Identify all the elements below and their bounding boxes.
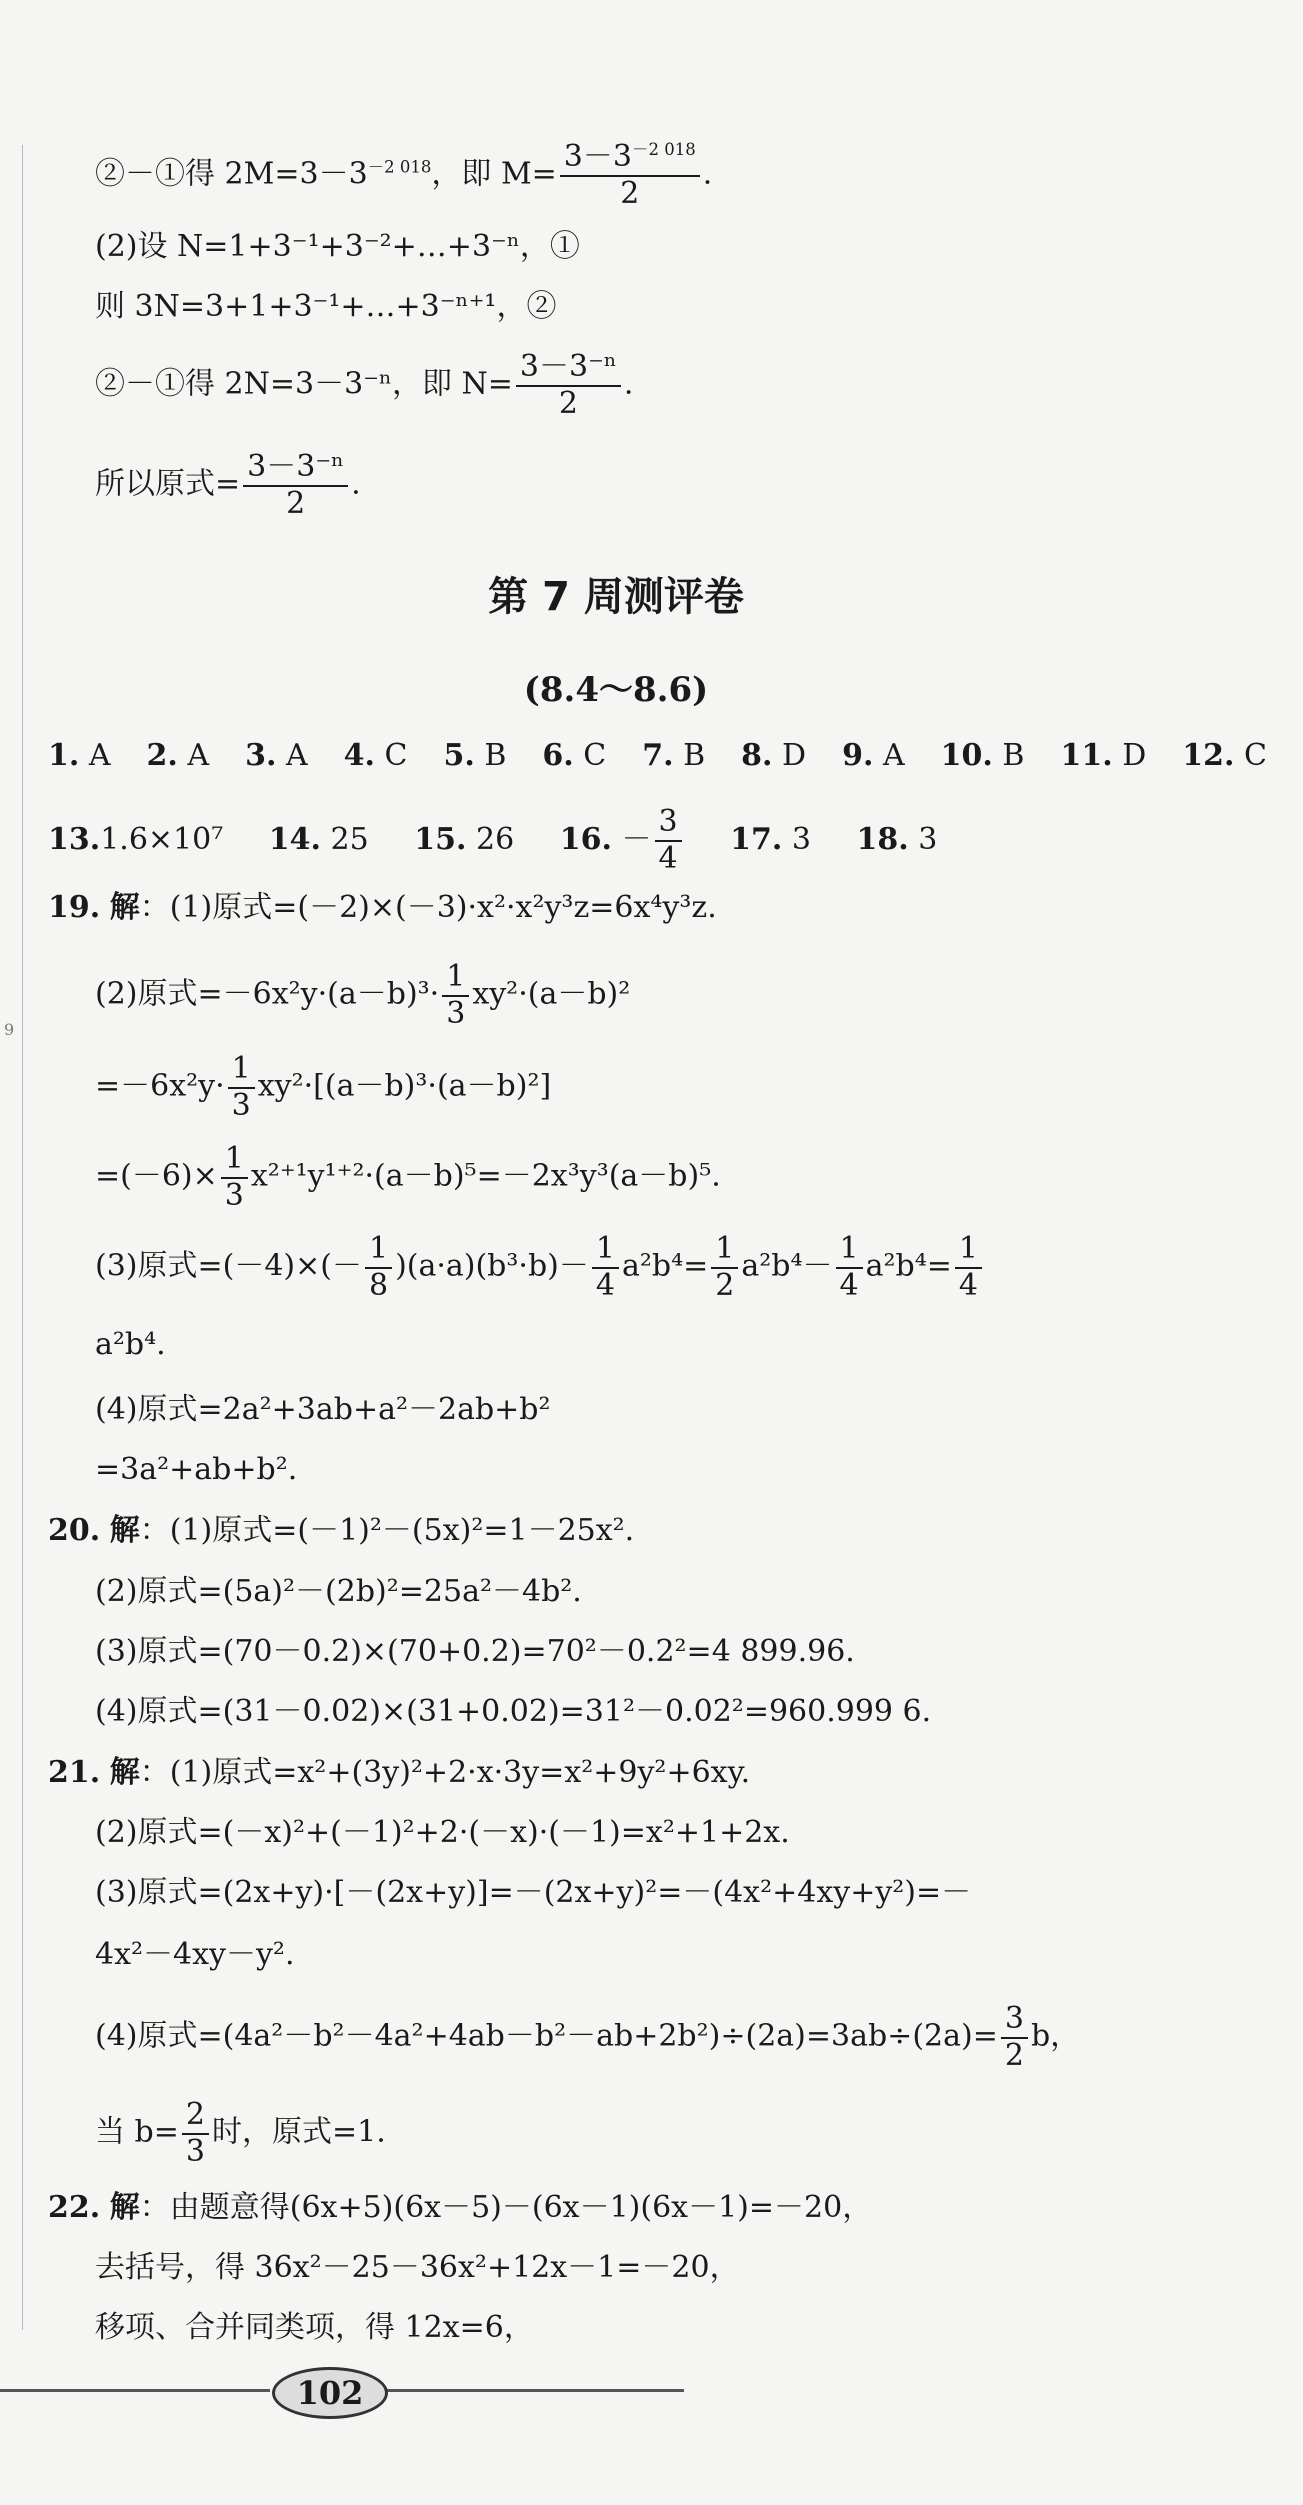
line-2m: ②－①得 $2M=3-3^{-2 018}$，即 M= $\frac{3-3^{-2 018}}{2}$ . — [95, 139, 713, 211]
q22-line-2: 去括号，得 36x²－25－36x²+12x－1=－20， — [95, 2250, 740, 2285]
answer-item: 7. B — [642, 738, 706, 773]
line-3n: 则 3N=3+1+3⁻¹+…+3⁻ⁿ⁺¹，② — [95, 289, 557, 324]
line-2n: ②－①得 2N=3－3⁻ⁿ，即 N= $\frac{\text{3－3⁻ⁿ}}{2}$ . — [95, 349, 634, 421]
page-footer — [0, 2355, 700, 2425]
section-title: 第 7 周测评卷 — [488, 574, 744, 620]
answer-item: 2. A — [146, 738, 210, 773]
left-border-line — [22, 145, 23, 2330]
answers-row-1 — [48, 738, 1303, 773]
answer-item: 9. A — [842, 738, 905, 773]
q21-line-6: 当 b= $\frac{2}{3}$ 时，原式=1. — [95, 2097, 386, 2169]
q21-line-5: (4)原式=(4a²－b²－4a²+4ab－b²－ab+2b²)÷(2a)=3ab÷(2a)= $\frac{3}{2}$ b， — [95, 2001, 1081, 2073]
q19-line-1: 19. 解：(1)原式=(－2)×(－3)·x²·x²y³z=6x⁴y³z. — [48, 890, 717, 925]
q21-line-1: 21. 解：(1)原式=x²+(3y)²+2·x·3y=x²+9y²+6xy. — [48, 1755, 751, 1790]
answer-item: 5. B — [443, 738, 507, 773]
q19-line-2: (2)原式=－6x²y·(a－b)³· $\frac{1}{3}$ xy²·(a－b)² — [95, 959, 631, 1031]
answer-item: 1. A — [48, 738, 111, 773]
page-number: 102 — [272, 2367, 388, 2419]
q19-line-3: =－6x²y· $\frac{1}{3}$ xy²·[(a－b)³·(a－b)²] — [95, 1051, 552, 1123]
answers-row-2: 13.1.6×10⁷ 14. 25 15. 26 16. － $\frac{3}{4}$ 17. 3 18. 3 — [48, 804, 938, 876]
q20-line-3: (3)原式=(70－0.2)×(70+0.2)=70²－0.2²=4 899.96. — [95, 1634, 855, 1669]
answer-item: 4. C — [343, 738, 408, 773]
side-mark: 9 — [4, 1020, 15, 1039]
answer-item: 3. A — [245, 738, 308, 773]
footer-rule-left — [0, 2389, 270, 2392]
q20-line-2: (2)原式=(5a)²－(2b)²=25a²－4b². — [95, 1574, 582, 1609]
q21-line-2: (2)原式=(－x)²+(－1)²+2·(－x)·(－1)=x²+1+2x. — [95, 1815, 790, 1850]
q19-line-7: (4)原式=2a²+3ab+a²－2ab+b² — [95, 1392, 551, 1427]
answer-item: 6. C — [542, 738, 607, 773]
footer-rule-right — [384, 2389, 684, 2392]
section-subtitle: (8.4～8.6) — [523, 670, 709, 710]
answer-item: 10. B — [940, 738, 1025, 773]
q19-line-6: a²b⁴. — [95, 1327, 166, 1362]
answer-item: 11. D — [1060, 738, 1147, 773]
q19-line-5: (3)原式=(－4)×(－ $\frac{1}{8}$ )(a·a)(b³·b)－ $\frac{1}{4}$ a²b⁴= $\frac{1}{2}$ a²b⁴－ $\frac{1}{4}$ a²b⁴= $\frac{1}{4}$ — [95, 1232, 985, 1303]
q22-line-3: 移项、合并同类项，得 12x=6， — [95, 2310, 534, 2345]
answer-item: 12. C — [1182, 738, 1267, 773]
line-result: 所以原式= $\frac{\text{3－3⁻ⁿ}}{2}$ . — [95, 449, 361, 521]
q21-line-3: (3)原式=(2x+y)·[－(2x+y)]=－(2x+y)²=－(4x²+4xy+y²)=－ — [95, 1875, 972, 1910]
line-set-n: (2)设 N=1+3⁻¹+3⁻²+…+3⁻ⁿ，① — [95, 229, 580, 264]
q20-line-4: (4)原式=(31－0.02)×(31+0.02)=31²－0.02²=960.999 6. — [95, 1694, 932, 1729]
q22-line-1: 22. 解：由题意得(6x+5)(6x－5)－(6x－1)(6x－1)=－20， — [48, 2190, 873, 2225]
q19-line-8: =3a²+ab+b². — [95, 1452, 298, 1487]
answer-item: 8. D — [741, 738, 807, 773]
q19-line-4: =(－6)× $\frac{1}{3}$ x²⁺¹y¹⁺²·(a－b)⁵=－2x³y³(a－b)⁵. — [95, 1141, 721, 1213]
q21-line-4: 4x²－4xy－y². — [95, 1937, 295, 1972]
q20-line-1: 20. 解：(1)原式=(－1)²－(5x)²=1－25x². — [48, 1513, 635, 1548]
